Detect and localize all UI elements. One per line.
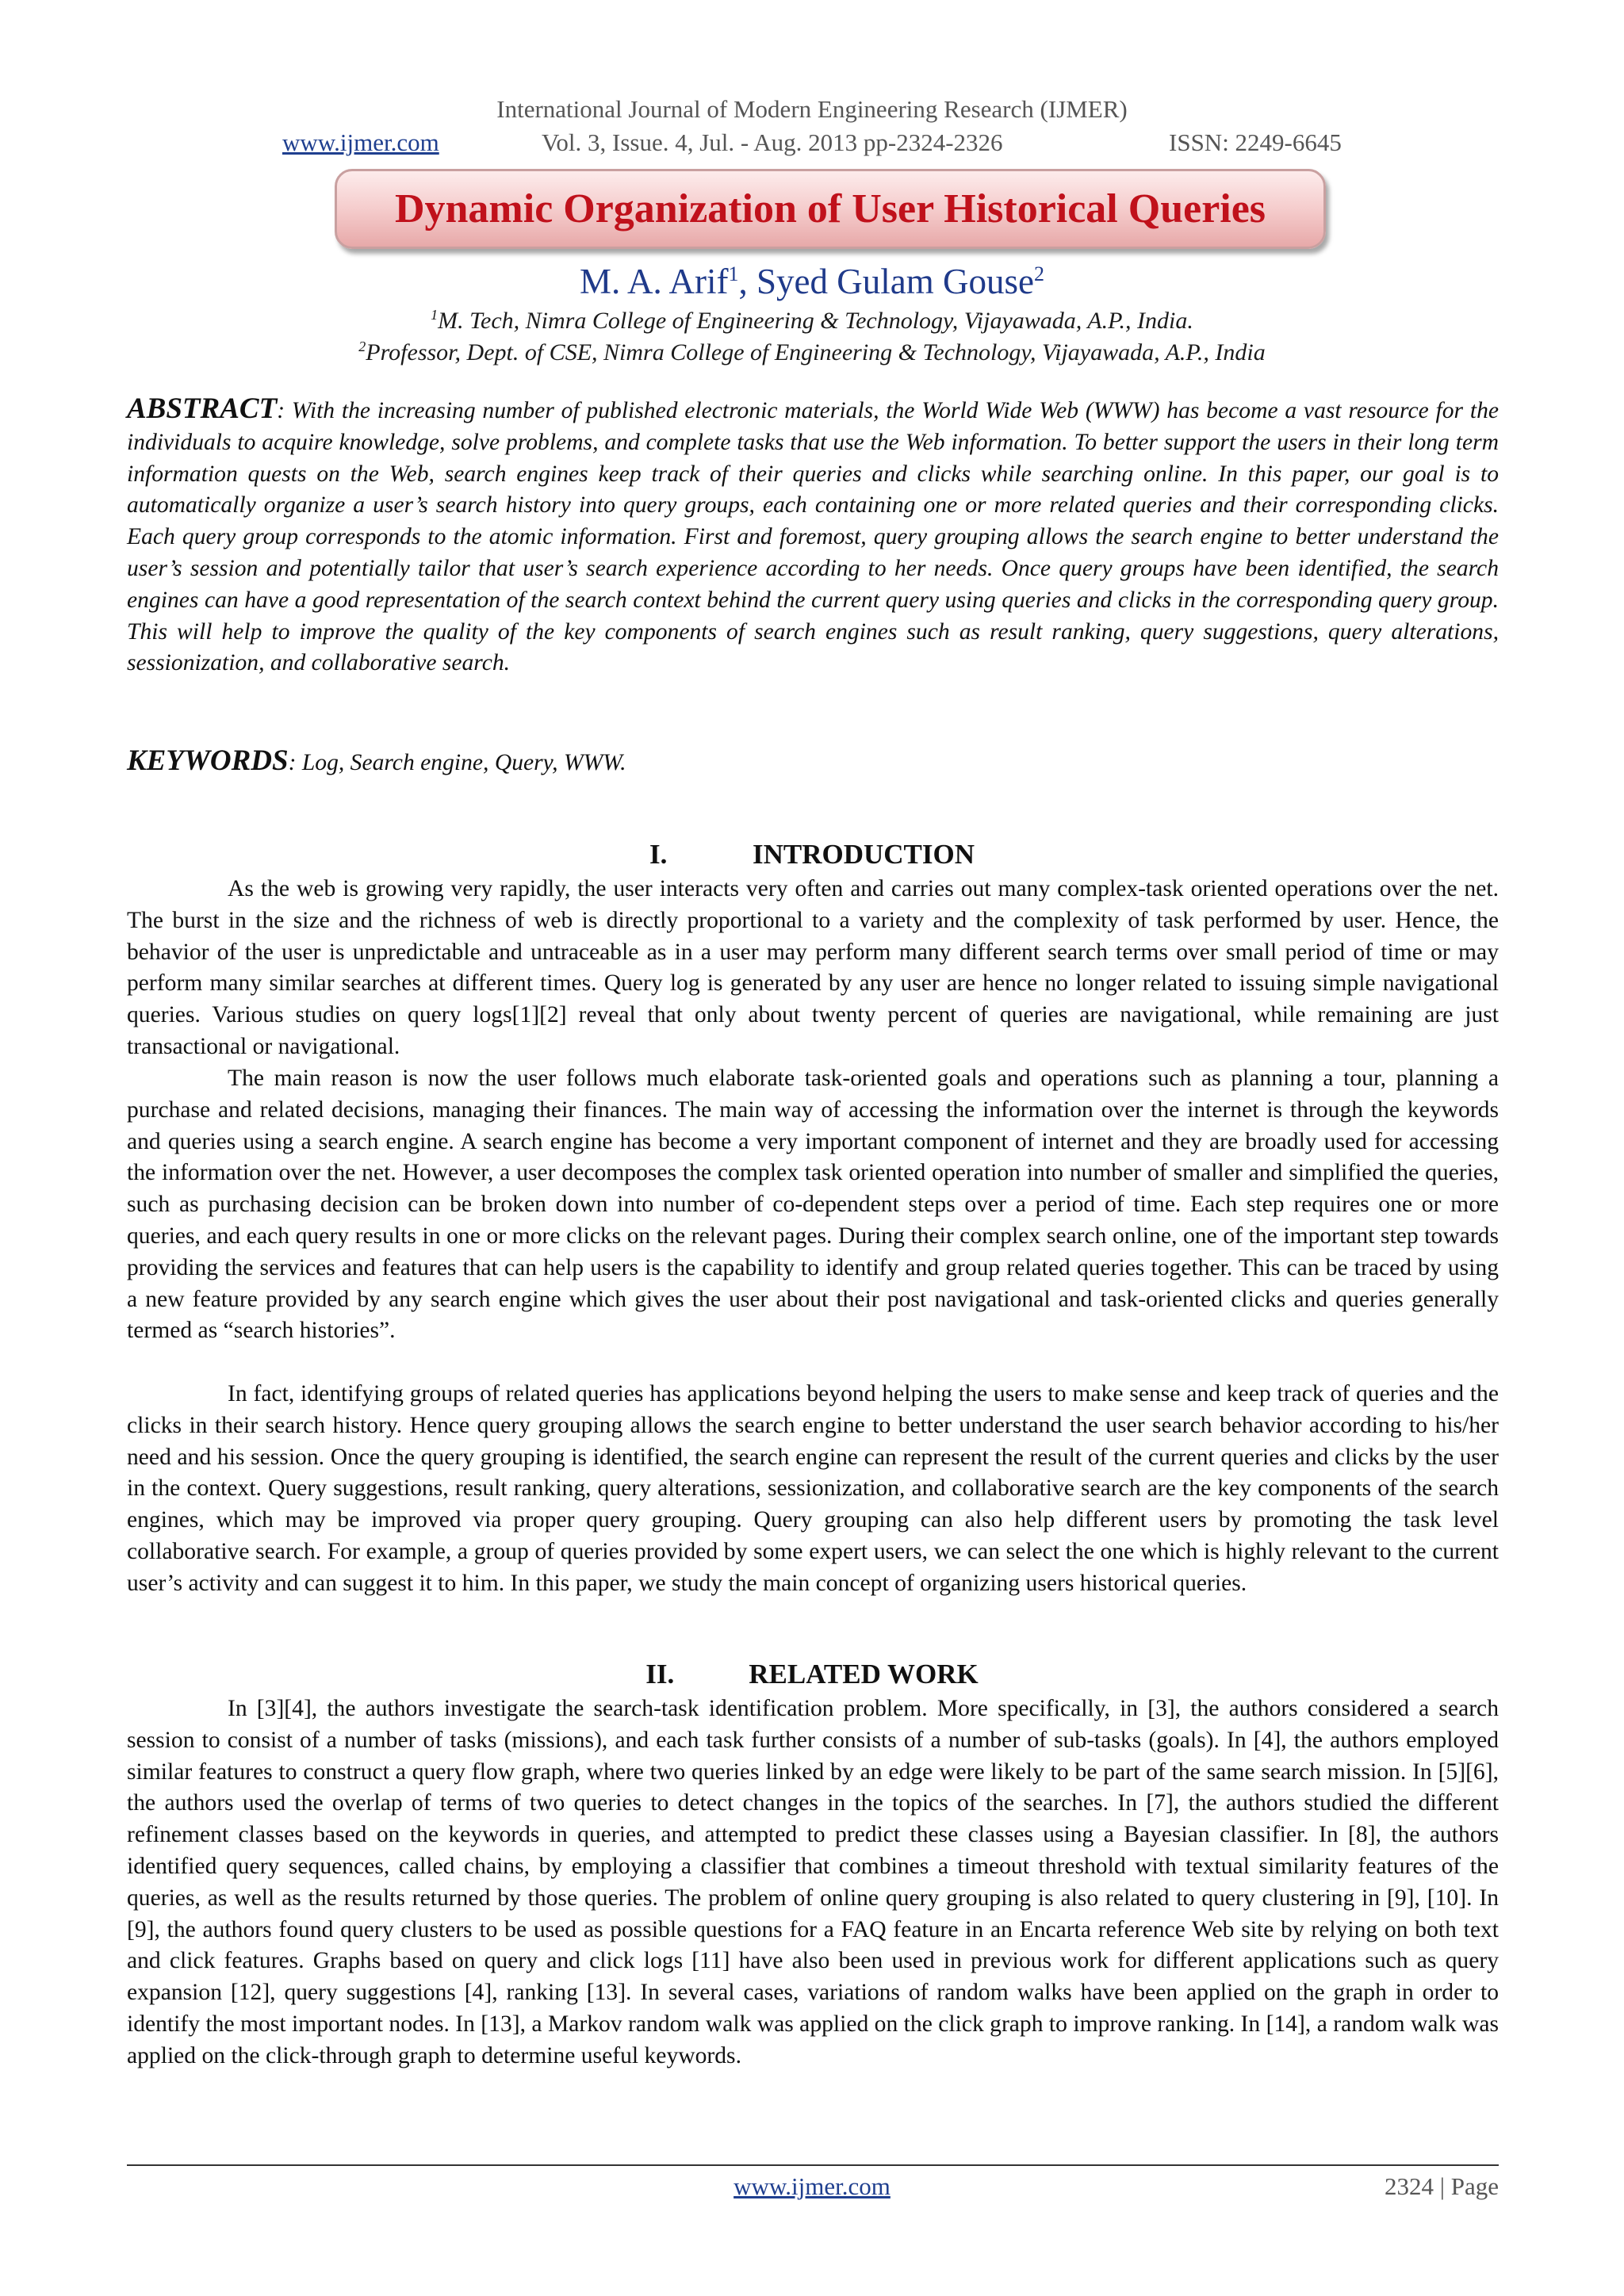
- related-work-paragraph-1: In [3][4], the authors investigate the search-task identification problem. More specifically, in [3], the authors considered a search session to consist of a number of tasks (missions), and each task further consists of a number of sub-tasks (goals). In [4], the authors employed similar features to construct a query flow graph, where two queries linked by an edge were likely to be part of the same search mission. In [5][6], the authors used the overlap of terms of two queries to detect changes in the topics of the searches. In [7], the authors studied the different refinement classes based on the keywords in queries, and attempted to predict these classes using a Bayesian classifier. In [8], the authors identified query sequences, called chains, by employing a classifier that combines a timeout threshold with textual similarity features of the queries, as well as the results returned by those queries. The problem of online query grouping is also related to query clustering in [9], [10]. In [9], the authors found query clusters to be used as possible questions for a FAQ feature in an Encarta reference Web site by relying on both text and click features. Graphs based on query and click logs [11] have also been used in previous work for different applications such as query expansion [12], query suggestions [4], ranking [13]. In several cases, variations of random walks have been applied on the graph in order to identify the most important nodes. In [13], a Markov random walk was applied on the click graph to improve ranking. In [14], a random walk was applied on the click-through graph to determine useful keywords.: [127, 1696, 1499, 2068]
- affiliation-1-sup: 1: [431, 307, 439, 323]
- section-number: I.: [649, 839, 668, 870]
- abstract-label: ABSTRACT: [127, 392, 278, 425]
- issn: ISSN: 2249-6645: [1169, 128, 1342, 156]
- paper-title: Dynamic Organization of User Historical Queries: [394, 186, 1266, 232]
- author-1-sup: 1: [728, 262, 739, 285]
- section-heading-introduction: [0, 837, 1624, 872]
- author-separator: ,: [738, 262, 757, 301]
- intro-paragraph-2: The main reason is now the user follows much elaborate task-oriented goals and operations such as planning a tour, planning a purchase and related decisions, managing their finances. The main way of accessing the information over the internet is through the keywords and queries using a search engine. A search engine has become a very important component of internet and they are broadly used for accessing the information over the net. However, a user decomposes the complex task oriented operation into number of smaller and simplified the queries, such as purchasing decision can be broken down into number of co-dependent steps over a period of time. Each step requires one or more queries, and each query results in one or more clicks on the relevant pages. During their complex search online, one of the important step towards providing the services and features that can help users is the capability to identify and group related queries together. This can be traced by using a new feature provided by any search engine which gives the user about their post navigational and task-oriented clicks and queries generally termed as “search histories”.: [127, 1066, 1499, 1344]
- affiliation-2: [0, 331, 1624, 368]
- footer-website-link[interactable]: www.ijmer.com: [733, 2172, 891, 2200]
- abstract: [127, 393, 1499, 679]
- affiliation-1-text: M. Tech, Nimra College of Engineering & Technology, Vijayawada, A.P., India.: [438, 308, 1193, 334]
- section-title: INTRODUCTION: [752, 839, 975, 870]
- footer-divider: [127, 2164, 1499, 2166]
- keywords-text: : Log, Search engine, Query, WWW.: [288, 750, 626, 775]
- abstract-text: : With the increasing number of published electronic materials, the World Wide Web (WWW) has become a vast resource for the individuals to acquire knowledge, solve problems, and complete tasks that use the Web information. To better support the users in their long term information quests on the Web, search engines keep track of their queries and clicks while searching online. In this paper, our goal is to automatically organize a user’s search history into query groups, each containing one or more related queries and their corresponding clicks. Each query group corresponds to the atomic information. First and foremost, query grouping allows the search engine to better understand the user’s session and potentially tailor that user’s search experience according to her needs. Once query groups have been identified, the search engines can have a good representation of the search context behind the current query using queries and clicks in the corresponding query group. This will help to improve the quality of the key components of search engines such as result ranking, query suggestions, query alterations, sessionization, and collaborative search.: [127, 398, 1499, 676]
- affiliation-2-sup: 2: [358, 339, 366, 354]
- header-website-link[interactable]: [282, 128, 439, 157]
- journal-name: International Journal of Modern Engineering Research (IJMER): [496, 95, 1128, 123]
- author-2: Syed Gulam Gouse: [756, 262, 1034, 301]
- affiliation-2-text: Professor, Dept. of CSE, Nimra College of Engineering & Technology, Vijayawada, A.P., India: [366, 339, 1266, 365]
- title-banner: [335, 169, 1326, 249]
- keywords: [127, 745, 1499, 779]
- section-heading-related-work: [0, 1657, 1624, 1692]
- volume-info: Vol. 3, Issue. 4, Jul. - Aug. 2013 pp-2324-2326: [542, 128, 1003, 156]
- intro-paragraph-1: As the web is growing very rapidly, the user interacts very often and carries out many complex-task oriented operations over the net. The burst in the size and the richness of web is directly proportional to a variety and the complexity of task performed by user. Hence, the behavior of the user is unpredictable and untraceable as in a user may perform many different search terms over small period of time or may perform many similar searches at different times. Query log is generated by any user are hence no longer related to issuing simple navigational queries. Various studies on query logs[1][2] reveal that only about twenty percent of queries are navigational, while remaining are just transactional or navigational.: [127, 876, 1499, 1059]
- author-2-sup: 2: [1033, 262, 1044, 285]
- authors: [0, 252, 1624, 304]
- page-number: 2324 | Page: [1385, 2172, 1499, 2200]
- header-website-link-text[interactable]: www.ijmer.com: [282, 128, 439, 156]
- section-title: RELATED WORK: [749, 1659, 979, 1689]
- intro-paragraph-3: In fact, identifying groups of related queries has applications beyond helping the users to make sense and keep track of queries and the clicks in their search history. Hence query grouping allows the search engine to better understand the user search behavior according to his/her need and his session. Once the query grouping is identified, the search engine can represent the result of the current queries and clicks by the user in the context. Query suggestions, result ranking, query alterations, sessionization, and collaborative search are the key components of the search engines, which may be improved via proper query grouping. Query grouping can also help different users by promoting the task level collaborative search. For example, a group of queries provided by some expert users, we can select the one which is highly relevant to the current user’s activity and can suggest it to him. In this paper, we study the main concept of organizing users historical queries.: [127, 1381, 1499, 1596]
- author-1: M. A. Arif: [580, 262, 729, 301]
- section-number: II.: [645, 1659, 675, 1689]
- keywords-label: KEYWORDS: [127, 744, 289, 777]
